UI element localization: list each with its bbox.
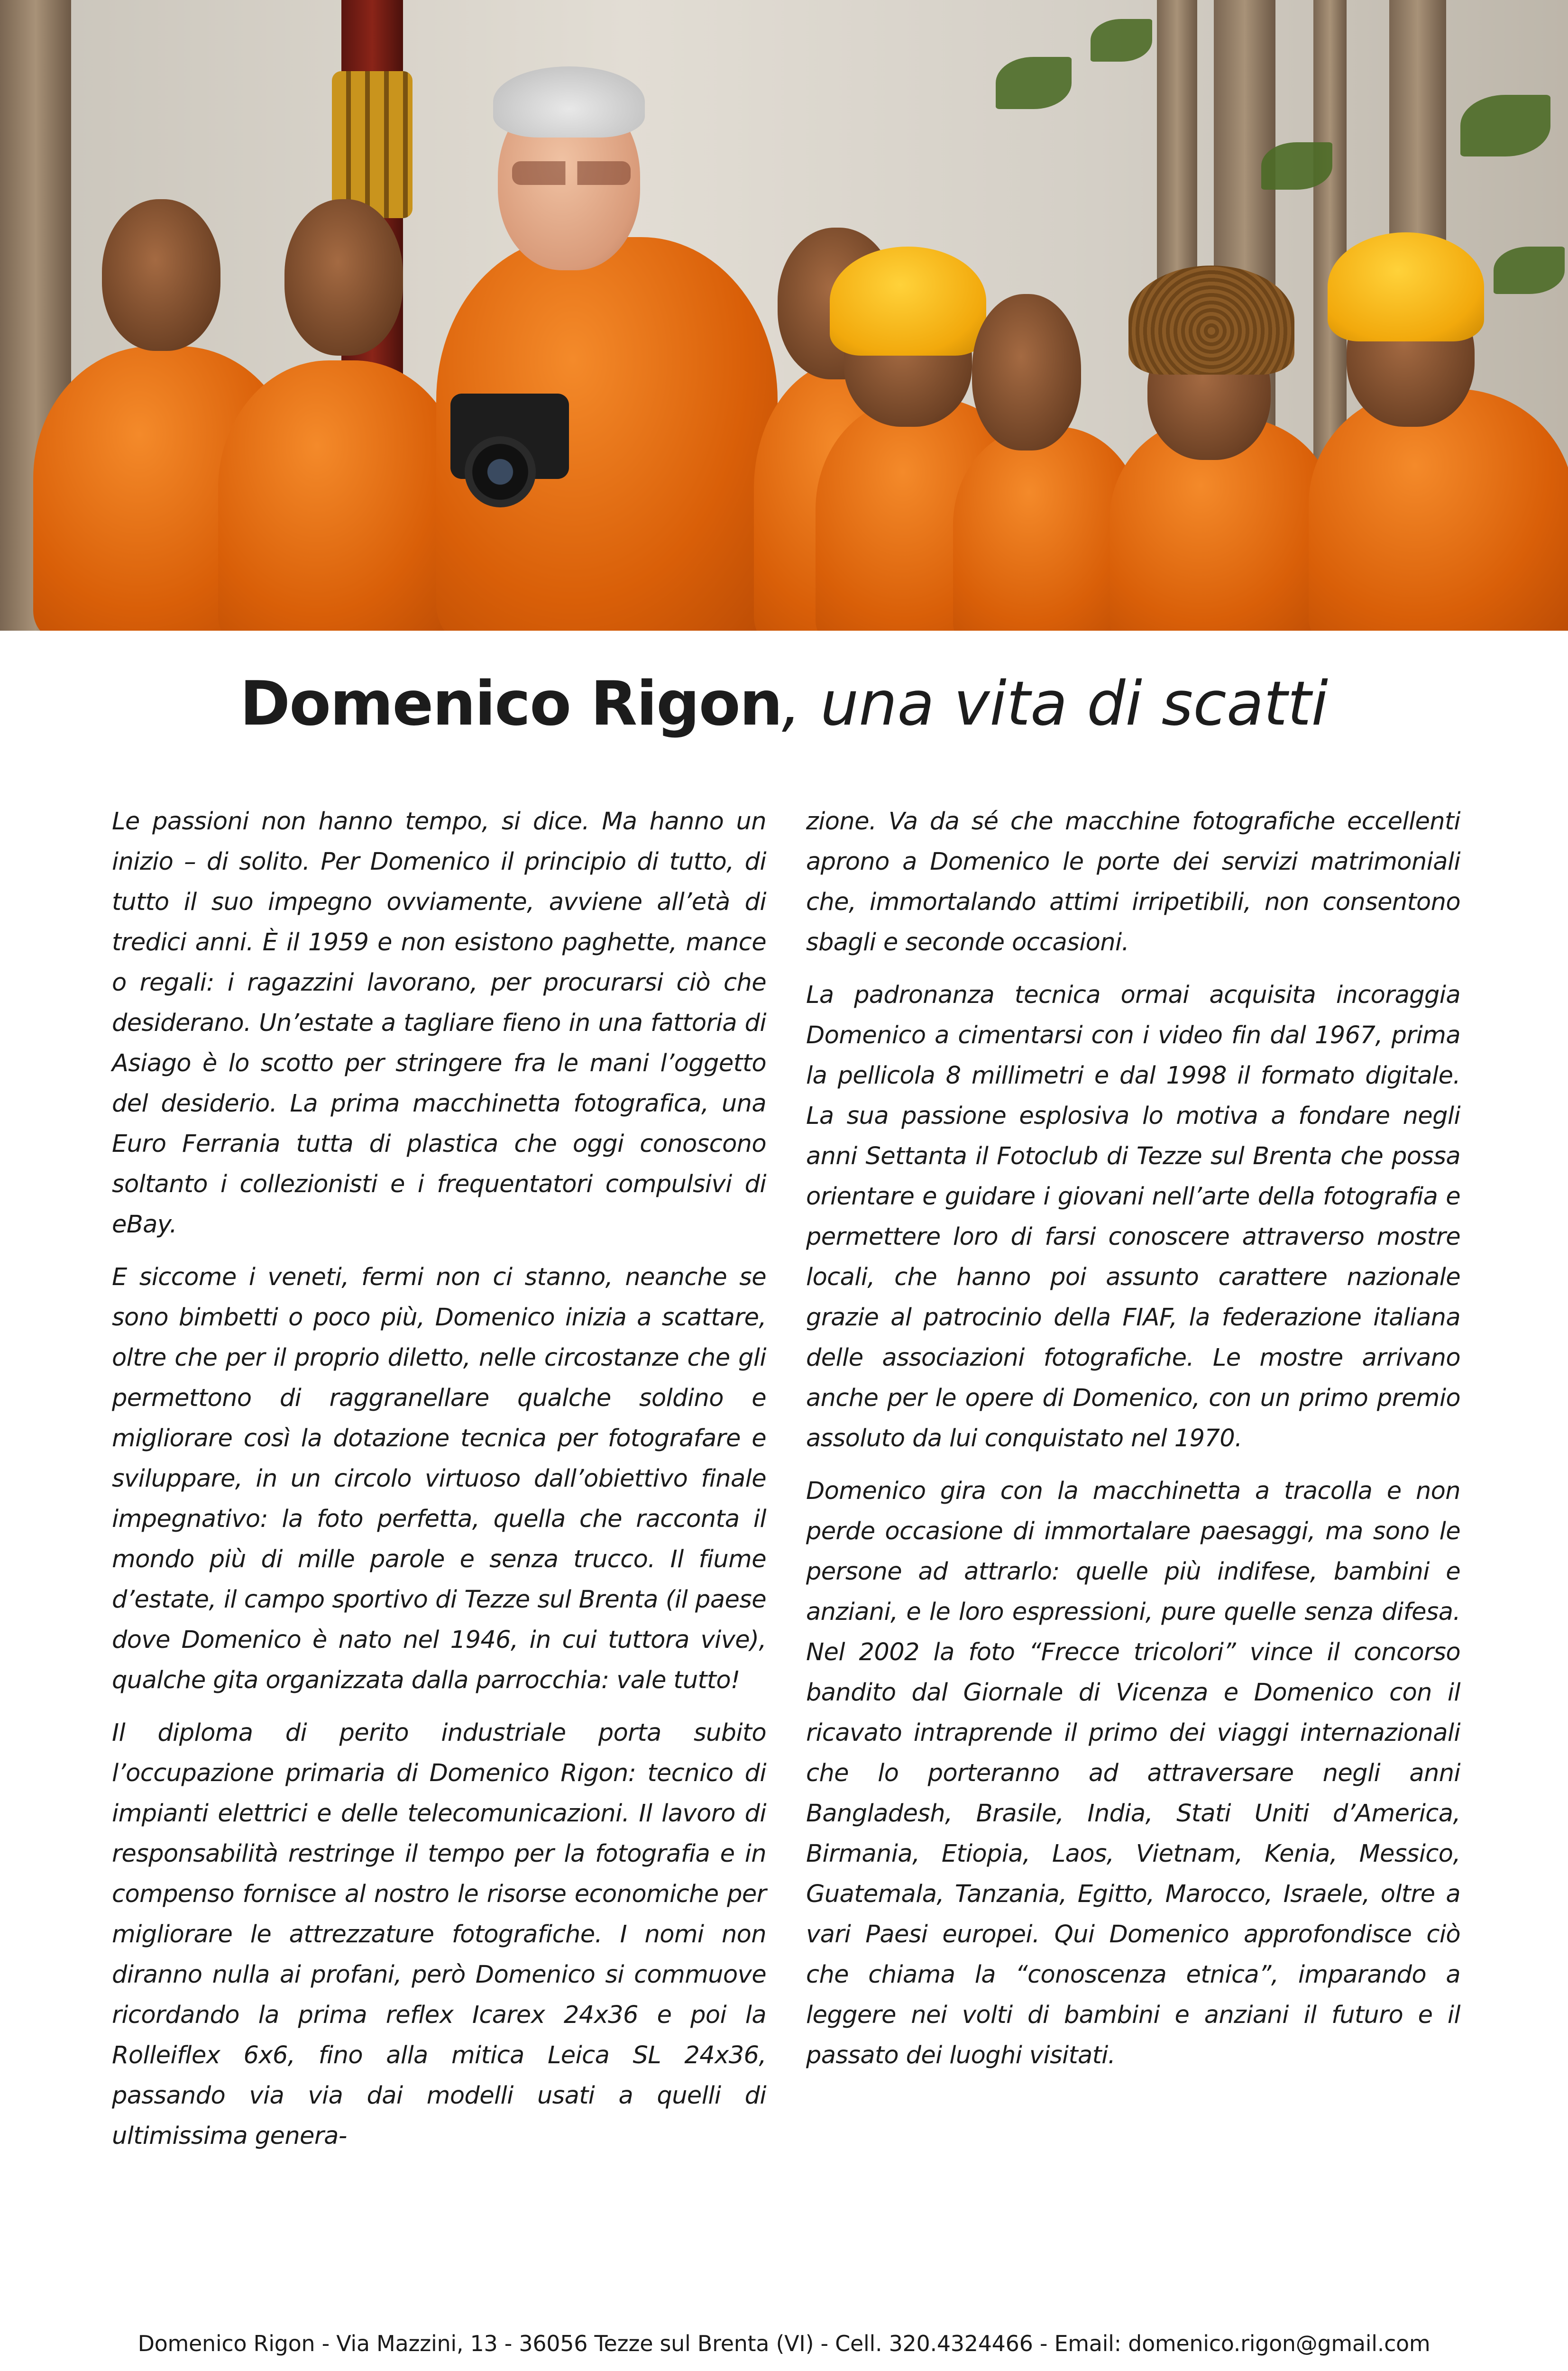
footer-contact: Domenico Rigon - Via Mazzini, 13 - 36056 Tezze sul Brenta (VI) - Cell. 320.4324466 - Email: domenico.rigon@gmail.com (138, 2331, 1430, 2356)
monk-head (284, 199, 403, 356)
monk-robe (1309, 389, 1568, 631)
leaf (1261, 142, 1332, 190)
leaf (1460, 95, 1550, 156)
brown-knit-hat (1128, 266, 1294, 375)
hero-photo (0, 0, 1568, 631)
leaf (1494, 247, 1565, 294)
leaf (996, 57, 1072, 109)
yellow-hat (1328, 232, 1484, 341)
monk-head (972, 294, 1081, 450)
monk-robe (218, 360, 465, 631)
paragraph: zione. Va da sé che macchine fotografiche eccellenti aprono a Domenico le porte dei servizi matrimoniali che, immortalando attimi irripetibili, non consentono sbagli e seconde occasioni. (806, 808, 1460, 956)
monk-head (102, 199, 220, 351)
paragraph: E siccome i veneti, fermi non ci stanno, neanche se sono bimbetti o poco più, Domenico inizia a scattare, oltre che per il proprio diletto, nelle circostanze che gli permettono di raggranellare qualche soldino e migliorare così la dotazione tecnica per fotografare e sviluppare, in un circolo virtuoso dall’obiettivo finale impegnativo: la foto perfetta, quella che racconta il mondo più di mille parole e senza trucco. Il fiume d’estate, il campo sportivo di Tezze sul Brenta (il paese dove Domenico è nato nel 1946, in cui tuttora vive), qualche gita organizzata dalla parrocchia: vale tutto! (112, 1263, 766, 1694)
paragraph: Domenico gira con la macchinetta a tracolla e non perde occasione di immortalare paesaggi, ma sono le persone ad attrarlo: quelle più indifese, bambini e anziani, e le loro espressioni, pure quelle senza difesa. Nel 2002 la foto “Frecce tricolori” vince il concorso bandito dal Giornale di Vicenza e Domenico con il ricavato intraprende il primo dei viaggi internazionali che lo porteranno ad attraversare negli anni Bangladesh, Brasile, India, Stati Uniti d’America, Birmania, Etiopia, Laos, Vietnam, Kenia, Messico, Guatemala, Tanzania, Egitto, Marocco, Israele, oltre a vari Paesi europei. Qui Domenico approfondisce ciò che chiama la “conoscenza etnica”, imparando a leggere nei volti di bambini e anziani il futuro e il passato dei luoghi visitati. (806, 1477, 1460, 2069)
article-column-right (806, 801, 1460, 2088)
article-column-left (112, 801, 766, 2169)
photographer-hair (493, 66, 645, 138)
paragraph: La padronanza tecnica ormai acquisita incoraggia Domenico a cimentarsi con i video fin dal 1967, prima la pellicola 8 millimetri e dal 1998 il formato digitale. La sua passione esplosiva lo motiva a fondare negli anni Settanta il Fotoclub di Tezze sul Brenta che possa orientare e guidare i giovani nell’arte della fotografia e permettere loro di farsi conoscere attraverso mostre locali, che hanno poi assunto carattere nazionale grazie al patrocinio della FIAF, la federazione italiana delle associazioni fotografiche. Le mostre arrivano anche per le opere di Domenico, con un primo premio assoluto da lui conquistato nel 1970. (806, 981, 1460, 1452)
title-name: Domenico Rigon (239, 669, 782, 739)
leaf (1091, 19, 1152, 62)
sunglasses (512, 161, 631, 185)
title-subtitle: , una vita di scatti (781, 669, 1329, 739)
paragraph: Il diploma di perito industriale porta subito l’occupazione primaria di Domenico Rigon: tecnico di impianti elettrici e delle telecomunicazioni. Il lavoro di responsabilità restringe il tempo per la fotografia e in compenso fornisce al nostro le risorse economiche per migliorare le attrezzature fotografiche. I nomi non diranno nulla ai profani, però Domenico si commuove ricordando la prima reflex Icarex 24x36 e poi la Rolleiflex 6x6, fino alla mitica Leica SL 24x36, passando via via dai modelli usati a quelli di ultimissima genera- (112, 1719, 766, 2150)
page-title (0, 659, 1568, 749)
pillar-ornament (332, 71, 413, 218)
paragraph: Le passioni non hanno tempo, si dice. Ma hanno un inizio – di solito. Per Domenico il principio di tutto, di tutto il suo impegno ovviamente, avviene all’età di tredici anni. È il 1959 e non esistono paghette, mance o regali: i ragazzini lavorano, per procurarsi ciò che desiderano. Un’estate a tagliare fieno in una fattoria di Asiago è lo scotto per stringere fra le mani l’oggetto del desiderio. La prima macchinetta fotografica, una Euro Ferrania tutta di plastica che oggi conoscono soltanto i collezionisti e i frequentatori compulsivi di eBay. (112, 808, 766, 1239)
yellow-hat (830, 247, 986, 356)
camera-lens (465, 436, 536, 507)
